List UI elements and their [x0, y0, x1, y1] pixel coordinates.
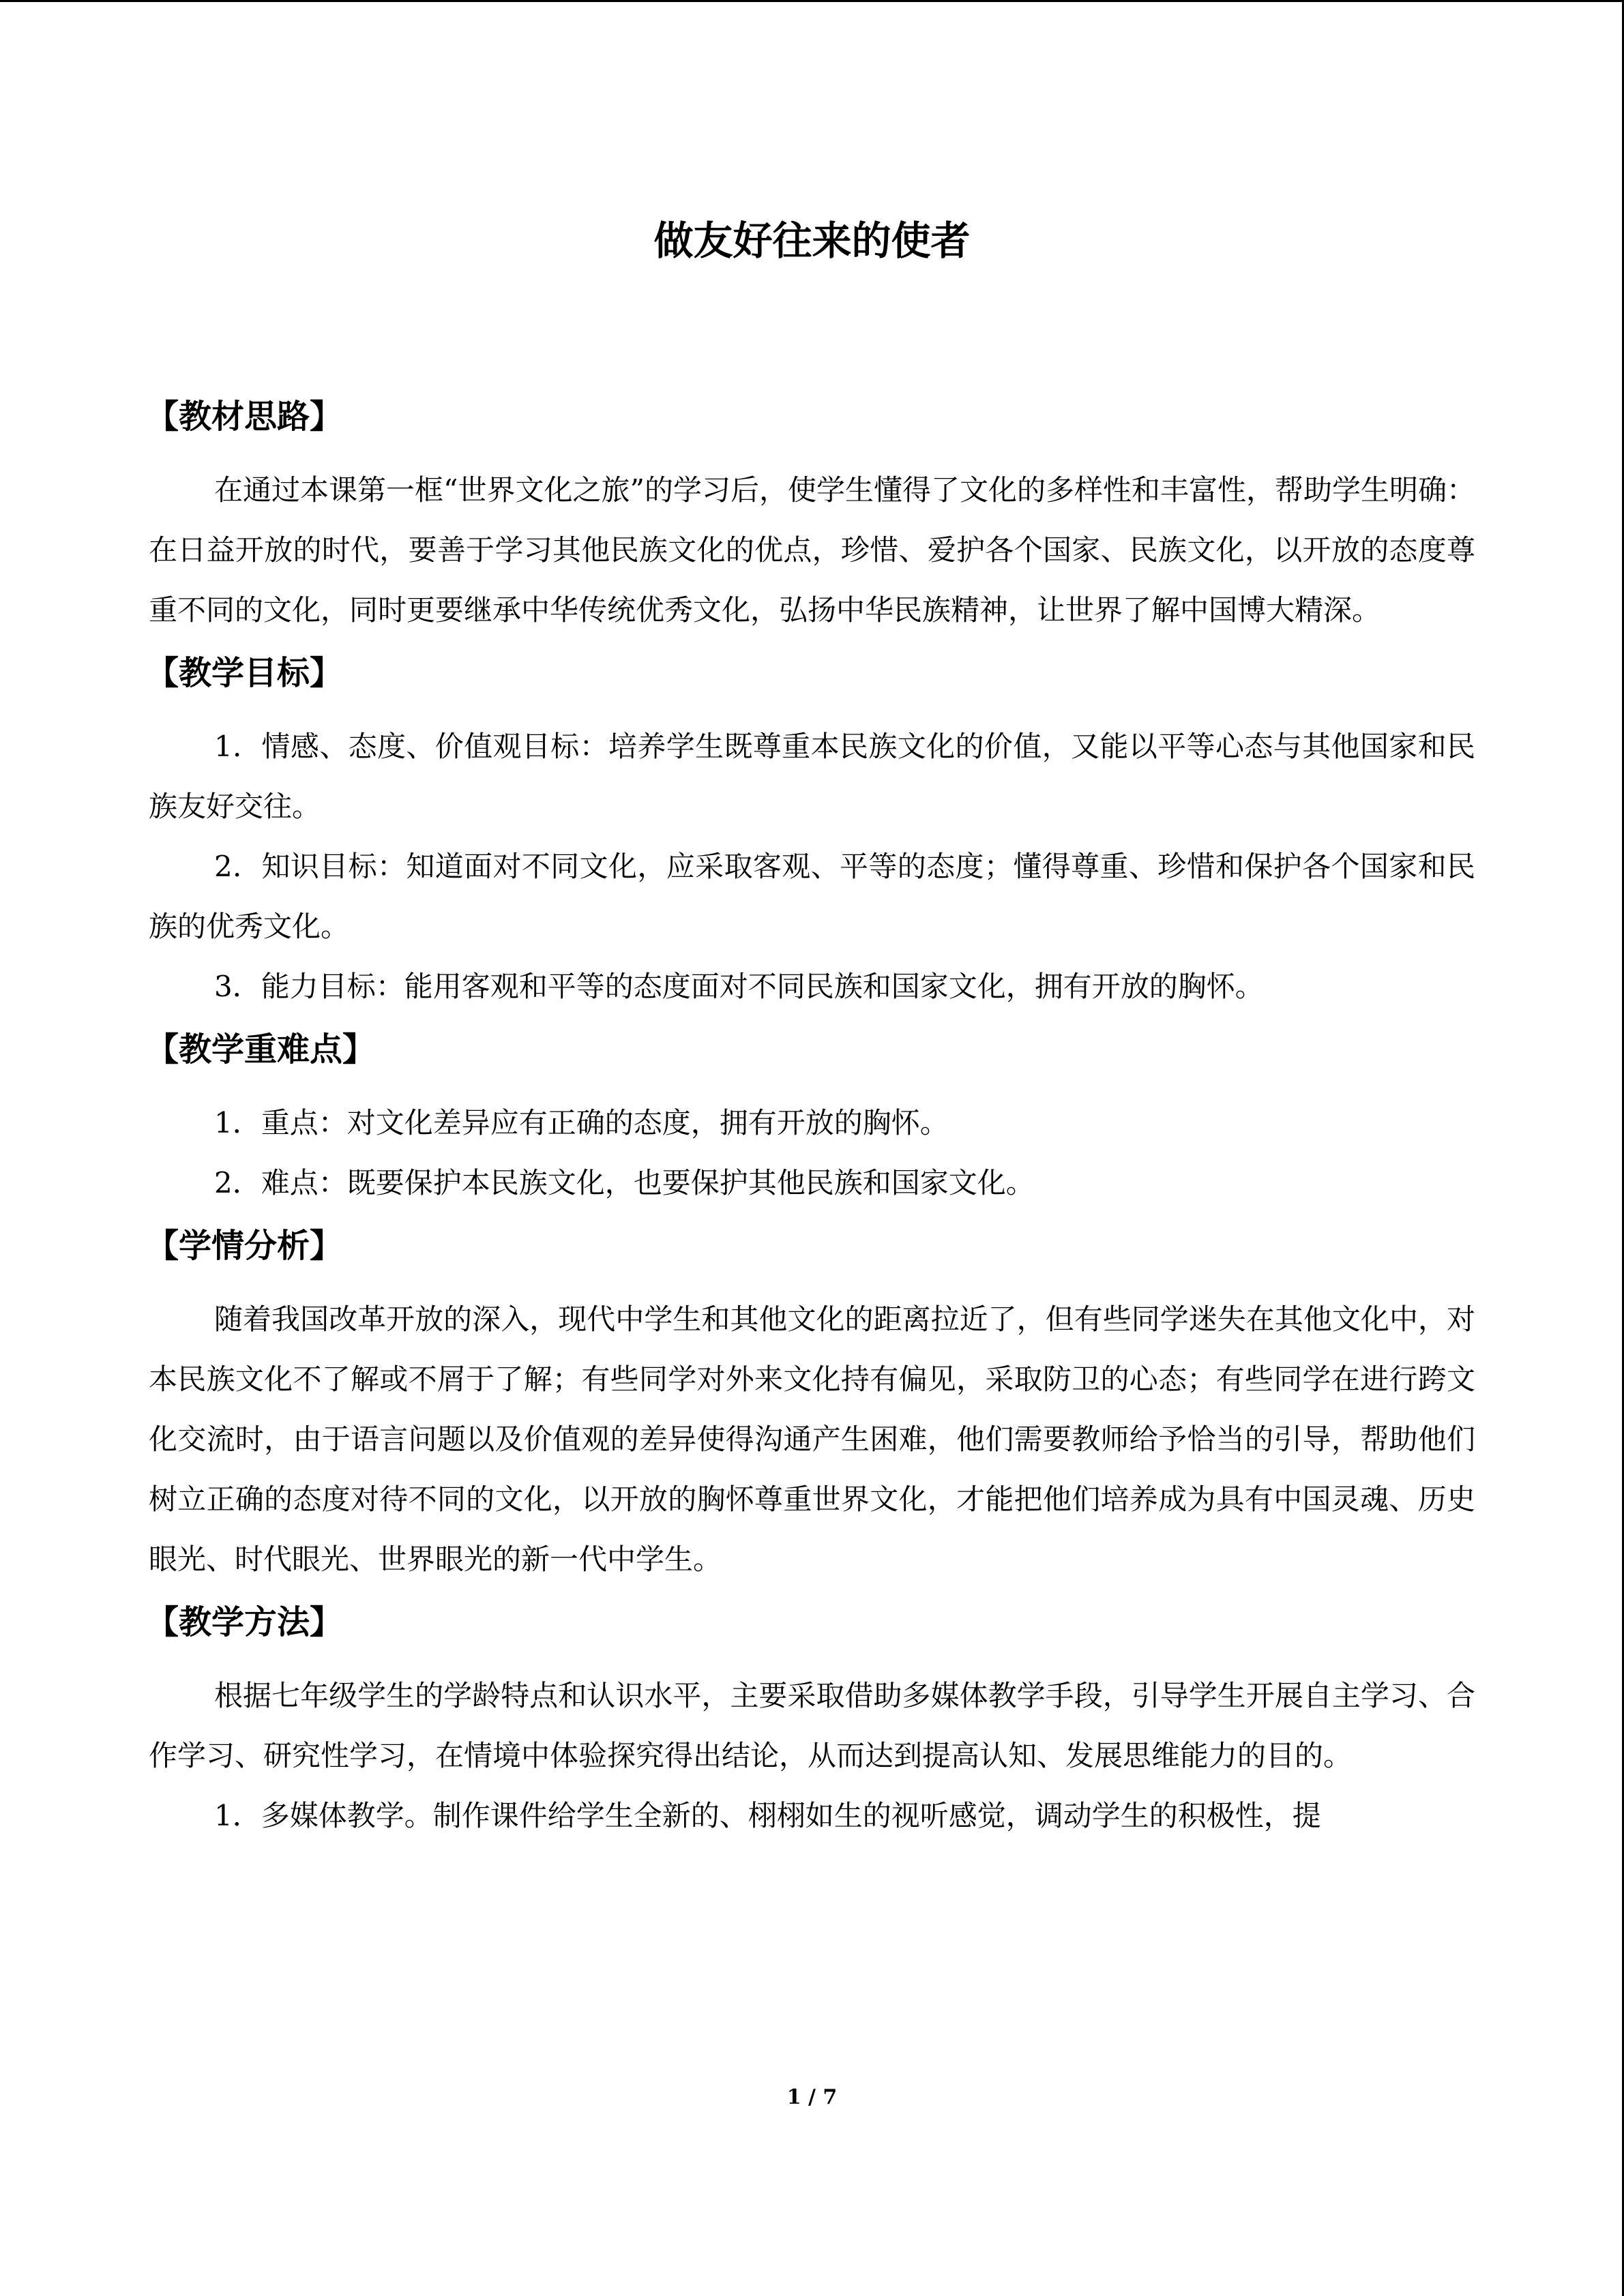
section-teaching-objectives [146, 640, 1475, 1017]
section-heading: 【学情分析】 [146, 1227, 343, 1265]
section-heading: 【教学重难点】 [146, 1030, 376, 1069]
paragraph: 1．情感、态度、价值观目标：培养学生既尊重本民族文化的价值，又能以平等心态与其他国家和民族友好交往。 [149, 730, 1475, 823]
page-number: 1 / 7 [786, 2085, 838, 2109]
paragraph: 根据七年级学生的学龄特点和认识水平，主要采取借助多媒体教学手段，引导学生开展自主学习、合作学习、研究性学习，在情境中体验探究得出结论，从而达到提高认知、发展思维能力的目的。 [149, 1679, 1475, 1772]
paragraph: 1．重点：对文化差异应有正确的态度，拥有开放的胸怀。 [214, 1106, 949, 1139]
section-textbook-approach [146, 384, 1475, 640]
paragraph: 随着我国改革开放的深入，现代中学生和其他文化的距离拉近了，但有些同学迷失在其他文化中，对本民族文化不了解或不屑于了解；有些同学对外来文化持有偏见，采取防卫的心态；有些同学在进行跨文化交流时，由于语言问题以及价值观的差异使得沟通产生困难，他们需要教师给予恰当的引导，帮助他们树立正确的态度对待不同的文化，以开放的胸怀尊重世界文化，才能把他们培养成为具有中国灵魂、历史眼光、时代眼光、世界眼光的新一代中学生。 [149, 1302, 1475, 1576]
paragraph: 在通过本课第一框“世界文化之旅”的学习后，使学生懂得了文化的多样性和丰富性，帮助学生明确：在日益开放的时代，要善于学习其他民族文化的优点，珍惜、爱护各个国家、民族文化，以开放的态度尊重不同的文化，同时更要继承中华传统优秀文化，弘扬中华民族精神，让世界了解中国博大精深。 [149, 473, 1475, 627]
section-key-difficult-points [146, 1017, 1475, 1213]
section-heading: 【教学方法】 [146, 1603, 343, 1641]
section-heading: 【教学目标】 [146, 654, 343, 692]
document-title: 做友好往来的使者 [653, 218, 971, 264]
paragraph: 1．多媒体教学。制作课件给学生全新的、栩栩如生的视听感觉，调动学生的积极性，提 [214, 1799, 1321, 1832]
paragraph: 2．难点：既要保护本民族文化，也要保护其他民族和国家文化。 [214, 1166, 1035, 1199]
paragraph: 2．知识目标：知道面对不同文化，应采取客观、平等的态度；懂得尊重、珍惜和保护各个国家和民族的优秀文化。 [149, 850, 1475, 943]
document-body [146, 384, 1475, 1846]
paragraph: 3．能力目标：能用客观和平等的态度面对不同民族和国家文化，拥有开放的胸怀。 [214, 970, 1264, 1003]
section-student-analysis [146, 1213, 1475, 1590]
section-teaching-methods [146, 1590, 1475, 1846]
section-heading: 【教材思路】 [146, 398, 343, 436]
